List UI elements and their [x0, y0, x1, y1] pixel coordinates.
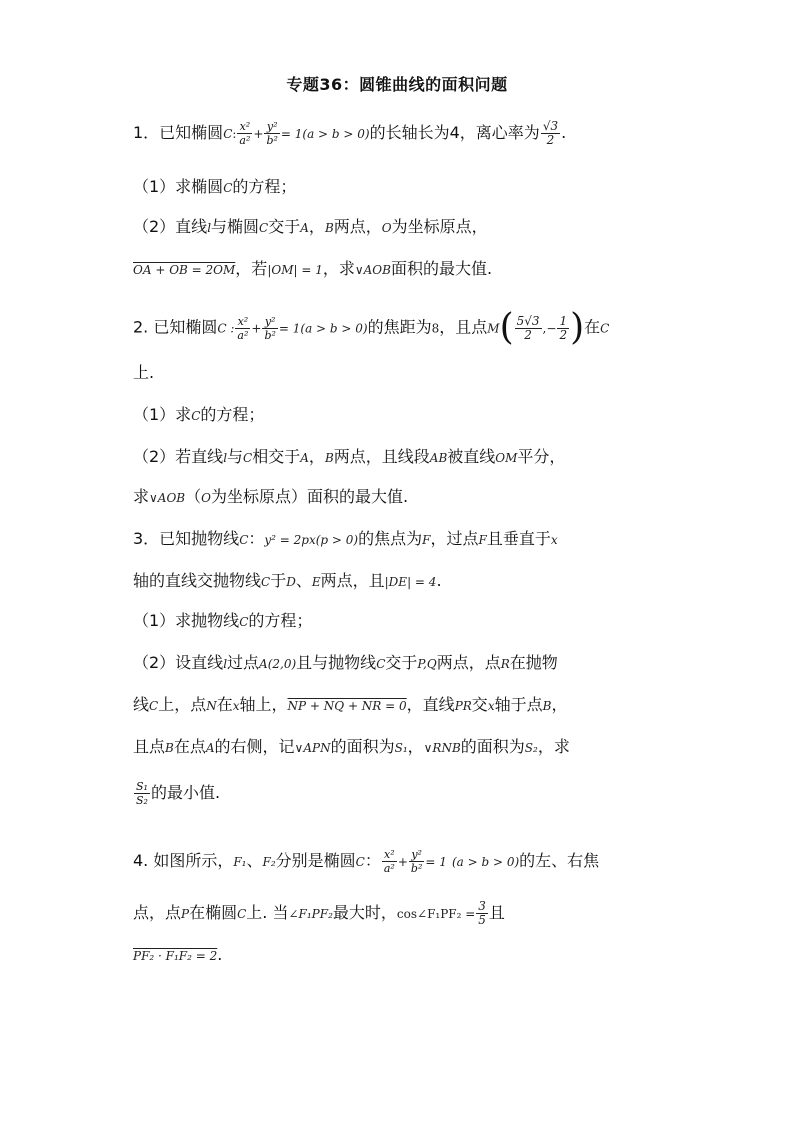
equation-rest: = 1: [425, 855, 447, 869]
text: 在点: [173, 737, 206, 756]
text: 过点: [227, 653, 260, 672]
problem-1-text: 的长轴长为4，离心率为: [369, 123, 540, 142]
math-o: O: [201, 491, 211, 505]
text: 的焦距为: [367, 317, 432, 337]
minus-sign: −: [546, 321, 557, 336]
math-b: B: [324, 221, 334, 235]
text: （2）若直线: [133, 447, 224, 466]
text: （1）求抛物线: [133, 611, 240, 630]
math-c: C: [239, 615, 249, 629]
text: 在椭圆: [189, 903, 238, 922]
denominator: 5: [478, 913, 486, 927]
text: ，: [551, 695, 568, 714]
text: 交于: [268, 217, 301, 236]
ellipse-label: C: [223, 127, 233, 141]
text: 为坐标原点）面积的最大值.: [210, 487, 409, 506]
problem-4-number: 4. 如图所示，: [133, 851, 234, 870]
problem-3-sub-1: [133, 610, 312, 633]
math-c: C: [261, 575, 271, 589]
text: 轴于点: [494, 695, 543, 714]
math-c: C: [355, 855, 365, 869]
text: 上，点: [158, 695, 207, 714]
math-de: |DE| = 4: [384, 575, 437, 589]
period: .: [561, 123, 567, 142]
right-paren: ): [570, 307, 585, 348]
text: 的面积为: [460, 737, 525, 756]
math-a: A: [205, 741, 215, 755]
text: 、: [246, 851, 263, 870]
math-p: P: [181, 907, 190, 921]
text: 点，点: [133, 903, 182, 922]
text: 相交于: [252, 447, 301, 466]
math-a: A: [300, 451, 309, 465]
text: 的最小值.: [150, 783, 221, 802]
fraction-3-5: [476, 900, 488, 927]
text: （1）求椭圆: [133, 177, 224, 196]
text: 交: [471, 695, 488, 714]
text: 两点，且: [320, 571, 385, 590]
text: 在抛物: [509, 653, 558, 672]
denominator: b²: [410, 862, 423, 875]
text: 于: [270, 571, 287, 590]
text: 面积的最大值.: [390, 259, 493, 278]
problem-2-sub-2-cont: [133, 486, 408, 509]
math-c: C: [600, 321, 610, 336]
problem-4-line-3: [133, 944, 222, 967]
text: （: [185, 487, 202, 506]
text: 求: [133, 487, 150, 506]
math-o: O: [381, 221, 392, 235]
text: 在: [584, 317, 601, 337]
plus-sign: +: [251, 321, 262, 336]
math-angle: ∠F₁PF₂: [288, 907, 333, 921]
math-l: l: [207, 221, 212, 235]
denominator: a²: [239, 134, 251, 147]
math-x: x: [550, 533, 558, 547]
text: 线: [133, 695, 150, 714]
math-f: F: [422, 533, 431, 547]
math-c: C: [149, 699, 159, 713]
vector-dot-product: PF₂ · F₁F₂ = 2: [133, 949, 218, 963]
fraction-s1-s2: [134, 780, 150, 807]
numerator: 5√3: [516, 313, 540, 328]
text: .: [217, 945, 223, 964]
math-x: x: [232, 699, 240, 713]
problem-1-sub-1: [133, 176, 296, 199]
text: ，过点: [430, 529, 479, 548]
text: ，: [308, 217, 325, 236]
problem-3-sub-2-line-3: [133, 736, 570, 759]
problem-3-sub-2: [133, 652, 558, 675]
math-x: x: [487, 699, 495, 713]
math-f2: F₂: [262, 855, 276, 869]
text: 轴的直线交抛物线: [133, 571, 262, 590]
fraction-y2-b2: [264, 120, 279, 147]
text: 的方程；: [200, 405, 265, 424]
fraction-1-2: [557, 315, 569, 342]
math-c: C: [237, 907, 247, 921]
problem-3-sub-2-line-4: [133, 780, 220, 807]
text: 交于: [385, 653, 418, 672]
text: 两点，且线段: [333, 447, 430, 466]
math-c: C: [259, 221, 269, 235]
text: ，若: [235, 259, 268, 278]
problem-3-sub-2-line-2: [133, 694, 567, 717]
text: （2）设直线: [133, 653, 224, 672]
math-r: R: [500, 657, 510, 671]
denominator: a²: [383, 862, 395, 875]
math-c: C: [376, 657, 386, 671]
text: 轴上，: [239, 695, 288, 714]
math-a: A: [300, 221, 309, 235]
text: 的焦点为: [358, 529, 423, 548]
math-e: E: [311, 575, 321, 589]
math-cos: cos∠F₁PF₂ =: [396, 907, 476, 921]
math-f: F: [478, 533, 487, 547]
text: 平分，: [517, 447, 566, 466]
numerator: S₁: [136, 780, 148, 793]
numerator: y²: [262, 315, 277, 329]
denominator: a²: [237, 328, 249, 342]
parabola-equation: y² = 2px(p > 0): [264, 533, 359, 547]
numerator: x²: [237, 120, 252, 134]
math-b: B: [324, 451, 334, 465]
denominator: b²: [264, 328, 276, 342]
fraction-y2-b2: [262, 315, 277, 342]
math-8: 8: [431, 321, 440, 336]
fraction-5sqrt3-2: [515, 315, 542, 342]
text: 且点: [133, 737, 166, 756]
math-triangle: ∨AOB: [149, 491, 186, 505]
text: ，求: [537, 737, 570, 756]
text: 被直线: [447, 447, 496, 466]
math-b: B: [542, 699, 552, 713]
math-om: |OM| = 1: [267, 263, 323, 277]
text: ，: [308, 447, 325, 466]
math-l: l: [223, 451, 228, 465]
math-pq: P,Q: [417, 657, 437, 671]
numerator: y²: [264, 120, 279, 134]
text: 分别是椭圆: [275, 851, 356, 870]
text: 与椭圆: [211, 217, 260, 236]
problem-1-sub-2-cont: [133, 258, 492, 281]
plus-sign: +: [397, 855, 408, 869]
vector-equation: NP + NQ + NR = 0: [287, 699, 407, 713]
problem-3-line-2: [133, 570, 442, 593]
problem-1-sub-2: [133, 216, 488, 239]
math-triangle: ∨AOB: [354, 263, 391, 277]
text: 的左、右焦: [519, 851, 600, 870]
denominator: 2: [559, 327, 568, 342]
text: ，直线: [406, 695, 455, 714]
problem-4-line-2: [133, 900, 505, 927]
problem-2-sub-1: [133, 404, 264, 427]
problem-3-number: 3．已知抛物线: [133, 529, 240, 548]
problem-1-line-1: [133, 120, 566, 147]
text: 在: [216, 695, 233, 714]
colon: :: [232, 127, 237, 141]
numerator: x²: [382, 848, 397, 862]
text: 两点，: [333, 217, 382, 236]
text: 两点，点: [436, 653, 501, 672]
math-s2: S₂: [524, 741, 538, 755]
vector-equation: OA + OB = 2OM: [133, 263, 236, 277]
text: 的右侧，记: [214, 737, 295, 756]
denominator: S₂: [136, 794, 148, 807]
numerator: x²: [235, 315, 250, 329]
fraction-x2-a2: [235, 315, 250, 342]
math-c: C: [223, 181, 233, 195]
left-paren: (: [499, 307, 514, 348]
text: （2）直线: [133, 217, 208, 236]
problem-3-line-1: [133, 528, 558, 551]
condition: (a > b > 0): [451, 855, 520, 869]
problem-1-number: 1．已知椭圆: [133, 123, 224, 142]
problem-4-line-1: [133, 848, 599, 875]
numerator: √3: [542, 119, 559, 133]
problem-2-number: 2. 已知椭圆: [133, 317, 218, 337]
text: 上.: [133, 363, 155, 382]
math-c: C :: [217, 321, 235, 336]
fraction-y2-b2: [409, 848, 424, 875]
fraction-sqrt3-2: [541, 120, 560, 147]
text: （1）求: [133, 405, 192, 424]
math-pr: PR: [454, 699, 472, 713]
numerator: 1: [559, 313, 568, 328]
math-b: B: [165, 741, 174, 755]
text: 上. 当: [246, 903, 289, 922]
text: ：: [364, 851, 381, 870]
math-m: M: [487, 321, 500, 336]
math-c: C: [239, 533, 249, 547]
math-c: C: [191, 409, 201, 423]
text: 的方程；: [232, 177, 297, 196]
text: 且垂直于: [486, 529, 551, 548]
math-f1: F₁: [233, 855, 247, 869]
text: 、: [295, 571, 312, 590]
math-ab: AB: [429, 451, 448, 465]
text: 的方程；: [248, 611, 313, 630]
text: 且: [488, 903, 505, 922]
text: .: [436, 571, 442, 590]
math-l: l: [223, 657, 228, 671]
text: 的面积为: [330, 737, 395, 756]
math-triangle: ∨APN: [294, 741, 331, 755]
math-n: N: [206, 699, 217, 713]
text: ，求: [322, 259, 355, 278]
math-point-a: A(2,0): [259, 657, 297, 671]
denominator: 2: [546, 133, 555, 147]
equation-rest: = 1(a > b > 0): [278, 321, 368, 336]
text: 与: [227, 447, 244, 466]
fraction-x2-a2: [382, 848, 397, 875]
text: ：: [248, 529, 265, 548]
math-triangle: ∨RNB: [423, 741, 461, 755]
page-title: 专题36：圆锥曲线的面积问题: [286, 75, 508, 94]
text: ，且点: [439, 317, 488, 337]
math-s1: S₁: [394, 741, 408, 755]
comma: ,: [542, 321, 547, 336]
text: ，: [407, 737, 424, 756]
problem-2-sub-2: [133, 446, 565, 469]
fraction-x2-a2: [237, 120, 252, 147]
problem-2-line-1: [133, 307, 610, 348]
text: 为坐标原点，: [391, 217, 488, 236]
math-d: D: [286, 575, 296, 589]
denominator: 2: [524, 327, 532, 342]
denominator: b²: [266, 134, 278, 147]
plus-sign: +: [253, 127, 264, 141]
equation-rest: = 1(a > b > 0): [280, 127, 370, 141]
problem-2-line-2: [133, 362, 154, 384]
text: 且与抛物线: [296, 653, 377, 672]
math-om: OM: [495, 451, 518, 465]
numerator: 3: [478, 899, 486, 913]
numerator: y²: [409, 848, 424, 862]
math-c: C: [243, 451, 253, 465]
text: 最大时，: [332, 903, 397, 922]
